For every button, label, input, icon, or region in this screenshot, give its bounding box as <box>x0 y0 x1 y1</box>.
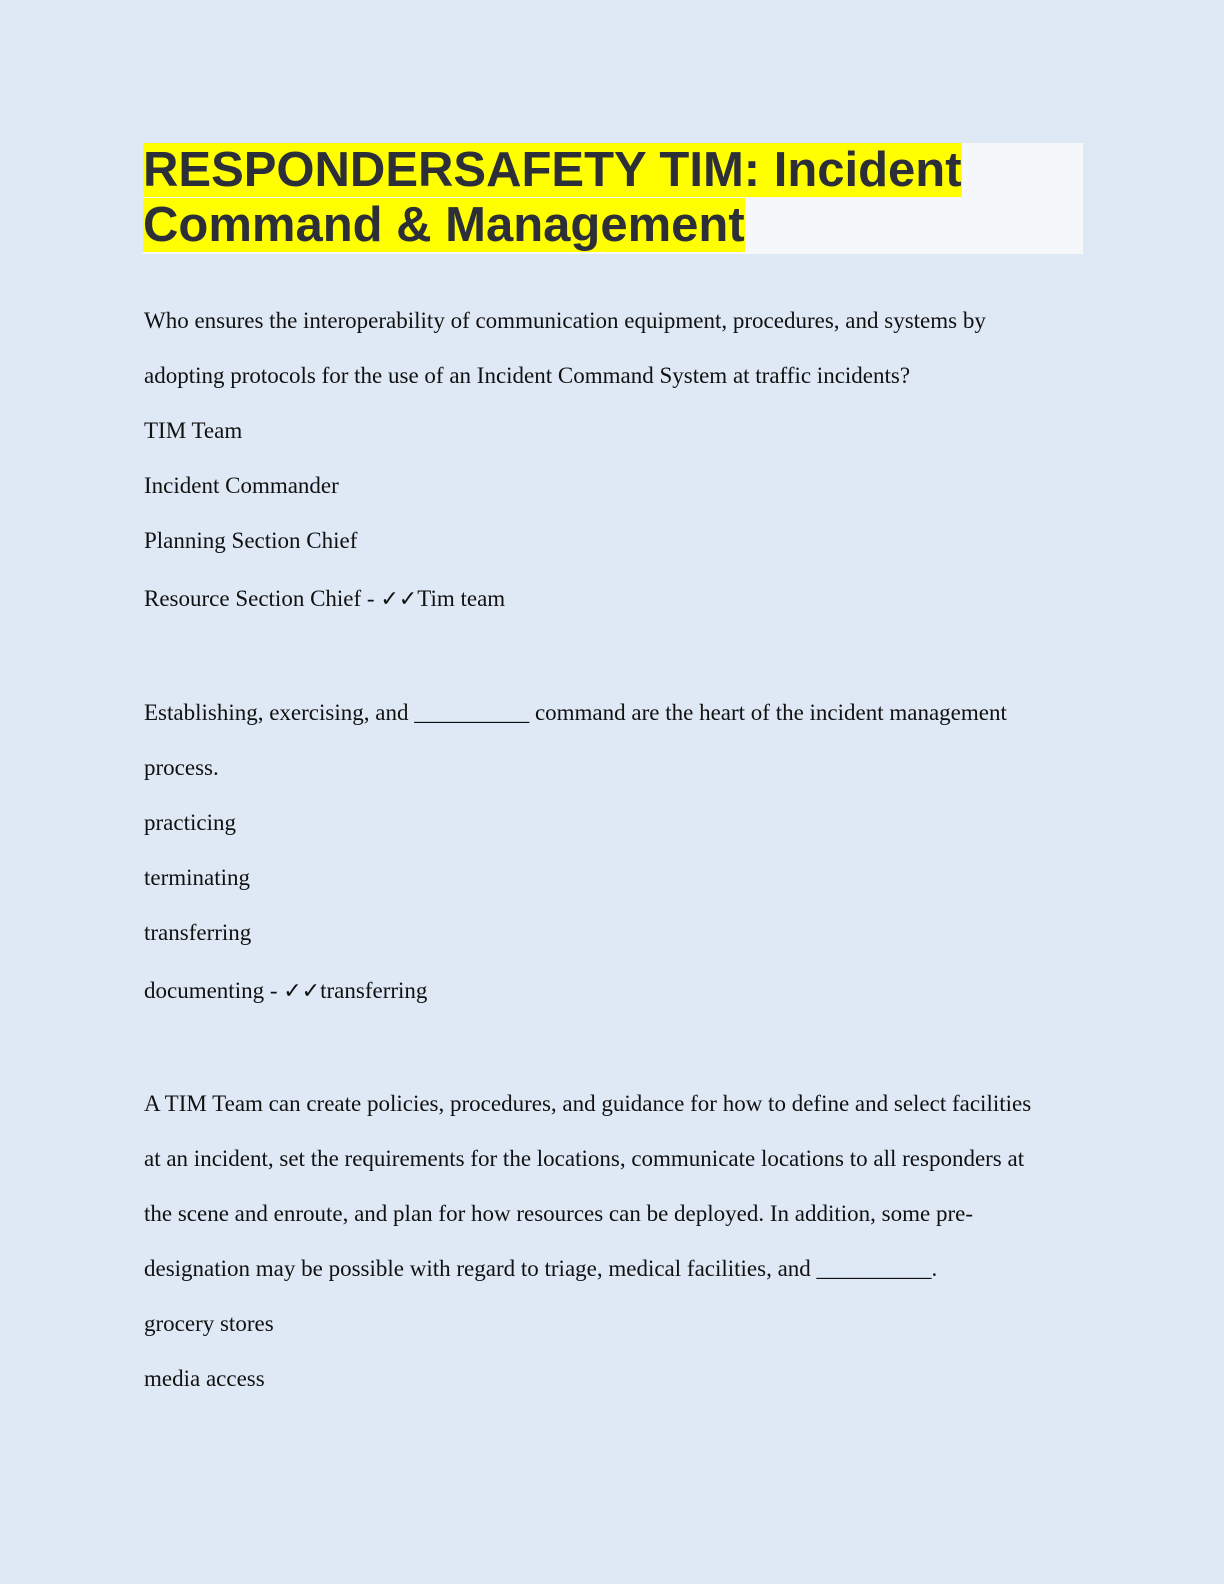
question-1-option-1: TIM Team <box>144 418 243 443</box>
title-line-2: Command & Management <box>143 198 745 252</box>
question-1-option-2: Incident Commander <box>144 473 339 498</box>
question-1-option-4 <box>144 585 505 614</box>
double-check-icon: ✓✓ <box>380 587 418 612</box>
document-title <box>143 143 1083 253</box>
title-line-1: RESPONDERSAFETY TIM: Incident <box>143 143 962 197</box>
question-2-option-4-text: documenting - <box>144 978 284 1003</box>
question-2-option-3: transferring <box>144 920 252 945</box>
question-1-answer: Tim team <box>417 586 506 611</box>
question-2-answer: transferring <box>320 978 428 1003</box>
question-1-option-4-text: Resource Section Chief - <box>144 586 381 611</box>
question-3-option-2: media access <box>144 1366 265 1391</box>
question-3-option-1: grocery stores <box>144 1311 274 1336</box>
question-2-option-2: terminating <box>144 865 251 890</box>
question-1-option-3: Planning Section Chief <box>144 528 358 553</box>
double-check-icon: ✓✓ <box>283 979 321 1004</box>
question-2-line-2: process. <box>144 755 219 780</box>
question-1-line-1: Who ensures the interoperability of communication equipment, procedures, and systems by <box>144 308 986 333</box>
question-2-option-4 <box>144 977 427 1006</box>
question-3-line-4: designation may be possible with regard to triage, medical facilities, and __________. <box>144 1256 938 1281</box>
question-2-line-1: Establishing, exercising, and __________ command are the heart of the incident management <box>144 700 1007 725</box>
question-1-line-2: adopting protocols for the use of an Incident Command System at traffic incidents? <box>144 363 911 388</box>
question-3-line-1: A TIM Team can create policies, procedures, and guidance for how to define and select facilities <box>144 1091 1032 1116</box>
question-3-line-3: the scene and enroute, and plan for how resources can be deployed. In addition, some pre- <box>144 1201 973 1226</box>
question-2-option-1: practicing <box>144 810 236 835</box>
question-3-line-2: at an incident, set the requirements for the locations, communicate locations to all responders at <box>144 1146 1025 1171</box>
